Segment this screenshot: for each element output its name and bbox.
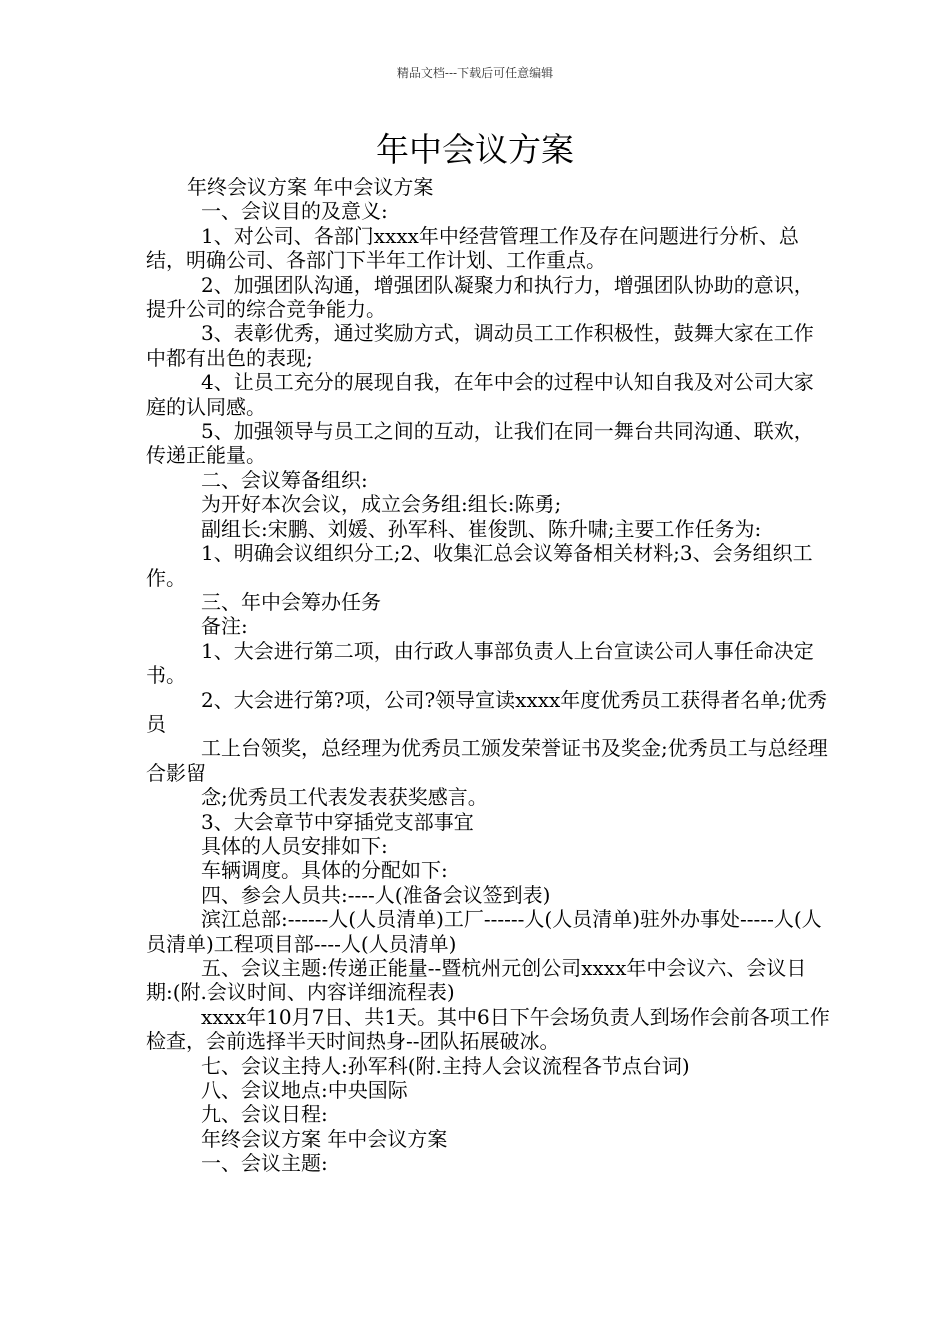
paragraph: 工上台领奖，总经理为优秀员工颁发荣誉证书及奖金;优秀员工与总经理合影留: [146, 736, 828, 785]
paragraph: 3、表彰优秀，通过奖励方式，调动员工工作积极性，鼓舞大家在工作中都有出色的表现;: [146, 321, 814, 370]
paragraph: 备注:: [201, 614, 248, 639]
paragraph: 五、会议主题:传递正能量--暨杭州元创公司xxxx年中会议六、会议日期:(附.会议时间、内容详细流程表): [146, 956, 807, 1005]
paragraph: 车辆调度。具体的分配如下:: [201, 858, 448, 883]
document-title: 年中会议方案: [376, 130, 574, 169]
paragraph: 年终会议方案 年中会议方案: [187, 175, 434, 199]
paragraph: 4、让员工充分的展现自我，在年中会的过程中认知自我及对公司大家庭的认同感。: [146, 370, 814, 419]
paragraph: 3、大会章节中穿插党支部事宜: [201, 809, 474, 834]
paragraph: 七、会议主持人:孙军科(附.主持人会议流程各节点台词): [201, 1053, 690, 1078]
paragraph: 九、会议日程:: [201, 1102, 328, 1127]
paragraph: 具体的人员安排如下:: [201, 833, 388, 858]
paragraph: 1、大会进行第二项，由行政人事部负责人上台宣读公司人事任命决定书。: [146, 638, 814, 688]
paragraph: 1、对公司、各部门xxxx年中经营管理工作及存在问题进行分析、总结，明确公司、各部门下半年工作计划、工作重点。: [146, 223, 799, 273]
paragraph: 二、会议筹备组织:: [201, 467, 368, 492]
paragraph: 念;优秀员工代表发表获奖感言。: [201, 785, 488, 810]
paragraph: xxxx年10月7日、共1天。其中6日下午会场负责人到场作会前各项工作检查，会前选择半天时间热身--团队拓展破冰。: [146, 1004, 830, 1054]
paragraph: 2、加强团队沟通，增强团队凝聚力和执行力，增强团队协助的意识，提升公司的综合竞争能力。: [146, 272, 814, 322]
paragraph: 2、大会进行第?项，公司?领导宣读xxxx年度优秀员工获得者名单;优秀员: [146, 687, 828, 736]
paragraph: 1、明确会议组织分工;2、收集汇总会议筹备相关材料;3、会务组织工作。: [146, 541, 813, 590]
paragraph: 一、会议主题:: [201, 1151, 328, 1176]
paragraph: 年终会议方案 年中会议方案: [201, 1126, 448, 1151]
page-header-note: 精品文档---下载后可任意编辑: [396, 66, 554, 80]
paragraph: 为开好本次会议，成立会务组:组长:陈勇;: [201, 492, 562, 517]
document-body: [146, 175, 831, 1176]
paragraph: 一、会议目的及意义:: [201, 199, 388, 224]
paragraph: 5、加强领导与员工之间的互动，让我们在同一舞台共同沟通、联欢，传递正能量。: [146, 419, 814, 468]
paragraph: 四、参会人员共:----人(准备会议签到表): [201, 882, 551, 907]
paragraph: 八、会议地点:中央国际: [201, 1078, 408, 1103]
paragraph: 三、年中会筹办任务: [201, 589, 381, 614]
paragraph: 滨江总部:------人(人员清单)工厂------人(人员清单)驻外办事处-----人(人员清单)工程项目部----人(人员清单): [146, 907, 822, 956]
paragraph: 副组长:宋鹏、刘媛、孙军科、崔俊凯、陈升啸;主要工作任务为:: [201, 516, 762, 541]
